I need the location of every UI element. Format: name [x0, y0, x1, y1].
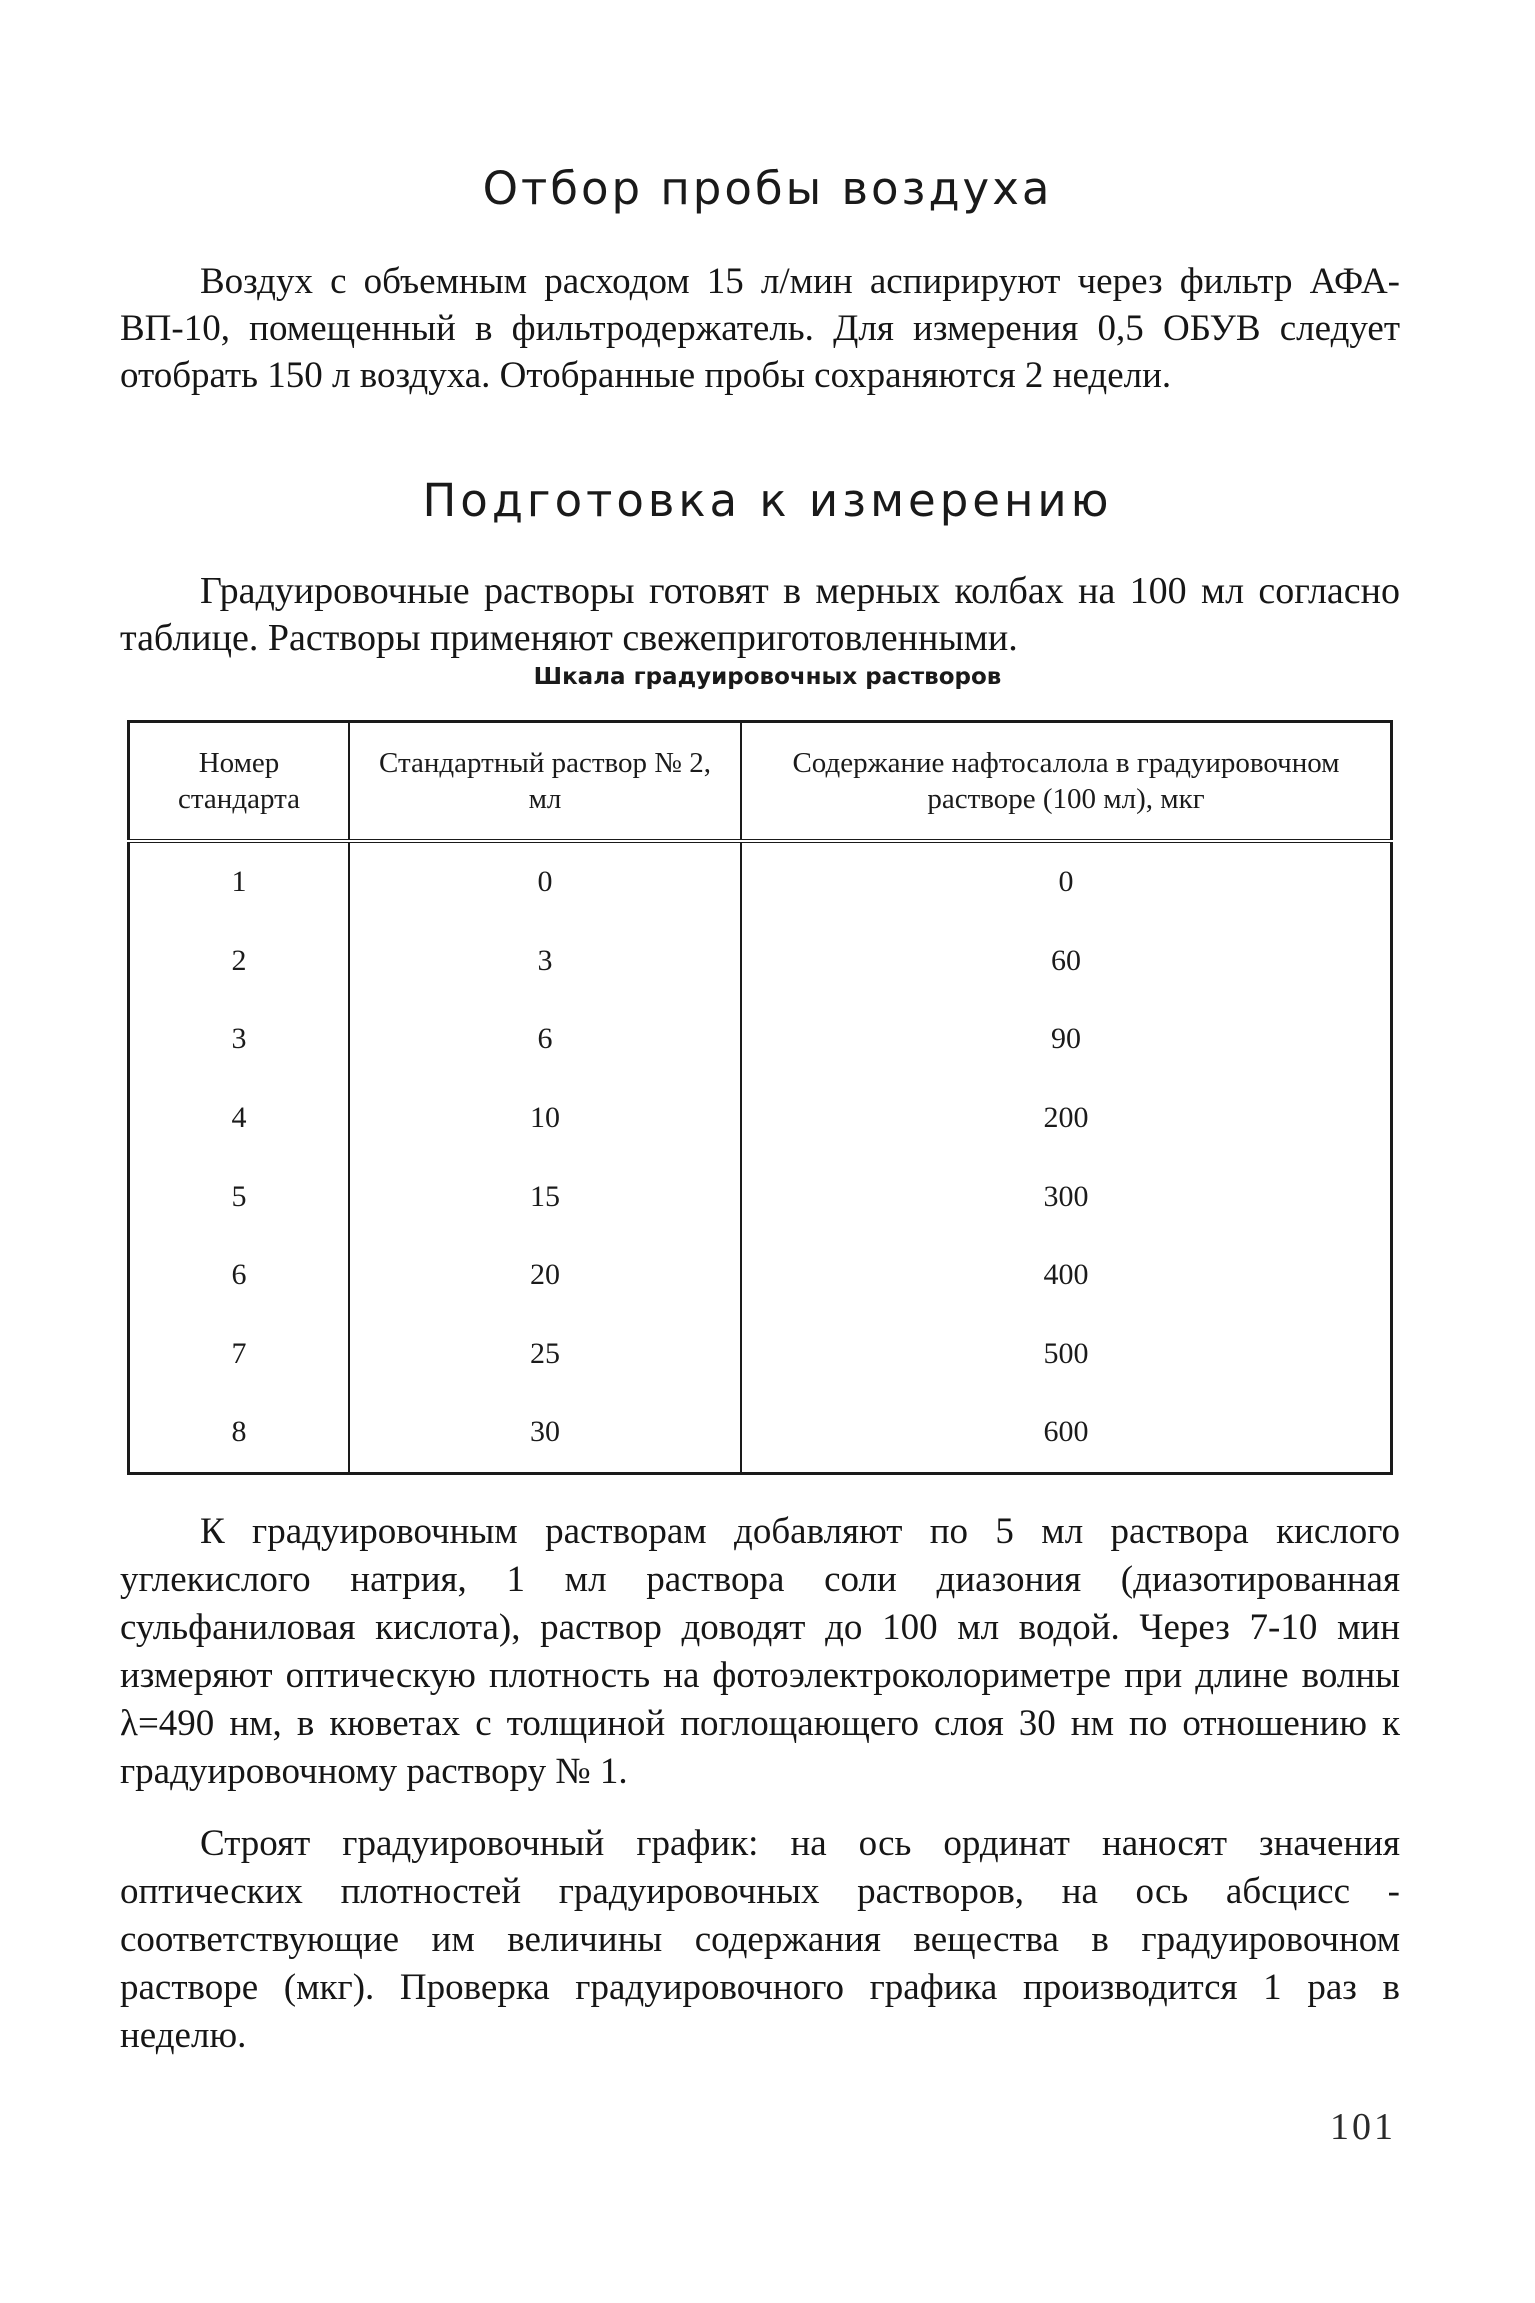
table-row [129, 1157, 1392, 1236]
cell-solution-volume: 0 [349, 841, 741, 922]
table-row [129, 1079, 1392, 1158]
cell-standard-number: 5 [129, 1157, 350, 1236]
cell-content: 0 [1058, 865, 1074, 899]
table-row [129, 1315, 1392, 1394]
table-header-row [129, 722, 1392, 842]
cell-standard-number: 2 [129, 922, 350, 1001]
cell-content: 500 [1043, 1336, 1089, 1370]
table-row [129, 1000, 1392, 1079]
cell-solution-volume: 20 [349, 1236, 741, 1315]
table-row [129, 841, 1392, 922]
cell-solution-volume: 15 [349, 1157, 741, 1236]
cell-standard-number: 4 [129, 1079, 350, 1158]
table-title: Шкала градуировочных растворов [533, 664, 1002, 690]
cell-content: 60 [1051, 943, 1081, 977]
cell-content: 200 [1043, 1101, 1089, 1135]
header-standard-number: Номер стандарта [129, 722, 350, 842]
paragraph-preparation-intro: Градуировочные растворы готовят в мерных колбах на 100 мл согласно таблице. Растворы применяют свежеприготовленными. [120, 570, 1400, 659]
cell-solution-volume: 25 [349, 1315, 741, 1394]
section-title-preparation: Подготовка к измерению [422, 474, 1113, 527]
table-row [129, 1393, 1392, 1473]
cell-content: 600 [1043, 1415, 1089, 1449]
cell-content: 90 [1051, 1022, 1081, 1056]
table-row [129, 1236, 1392, 1315]
paragraph-sampling: Воздух с объемным расходом 15 л/мин аспирируют через фильтр АФА-ВП-10, помещенный в фильтродержатель. Для измерения 0,5 ОБУВ следует отобрать 150 л воздуха. Отобранные пробы сохраняются 2 недели. [120, 261, 1400, 396]
header-standard-solution: Стандартный раствор № 2, мл [349, 722, 741, 842]
cell-standard-number: 8 [129, 1393, 350, 1473]
paragraph-procedure: К градуировочным растворам добавляют по 5 мл раствора кислого углекислого натрия, 1 мл раствора соли диазония (диазотированная сульфаниловая кислота), раствор доводят до 100 мл водой. Через 7-10 мин измеряют оптическую плотность на фотоэлектроколориметре при длине волны λ=490 нм, в кюветах с толщиной поглощающего слоя 30 нм по отношению к градуировочному раствору № 1. [120, 1511, 1400, 1792]
paragraph-calibration-graph: Строят градуировочный график: на ось ординат наносят значения оптических плотностей градуировочных растворов, на ось абсцисс - соответствующие им величины содержания вещества в градуировочном растворе (мкг). Проверка градуировочного графика производится 1 раз в неделю. [120, 1823, 1400, 2056]
header-naphthosalol-content: Содержание нафтосалола в градуировочном растворе (100 мл), мкг [741, 722, 1392, 842]
table-row [129, 922, 1392, 1001]
page-number: 101 [1330, 2106, 1396, 2148]
cell-solution-volume: 3 [349, 922, 741, 1001]
cell-solution-volume: 10 [349, 1079, 741, 1158]
cell-content: 400 [1043, 1258, 1089, 1292]
cell-solution-volume: 30 [349, 1393, 741, 1473]
cell-standard-number: 6 [129, 1236, 350, 1315]
calibration-table [127, 720, 1393, 1475]
cell-standard-number: 7 [129, 1315, 350, 1394]
cell-content: 300 [1043, 1179, 1089, 1213]
cell-solution-volume: 6 [349, 1000, 741, 1079]
cell-standard-number: 1 [129, 841, 350, 922]
section-title-sampling: Отбор пробы воздуха [482, 162, 1053, 215]
cell-standard-number: 3 [129, 1000, 350, 1079]
